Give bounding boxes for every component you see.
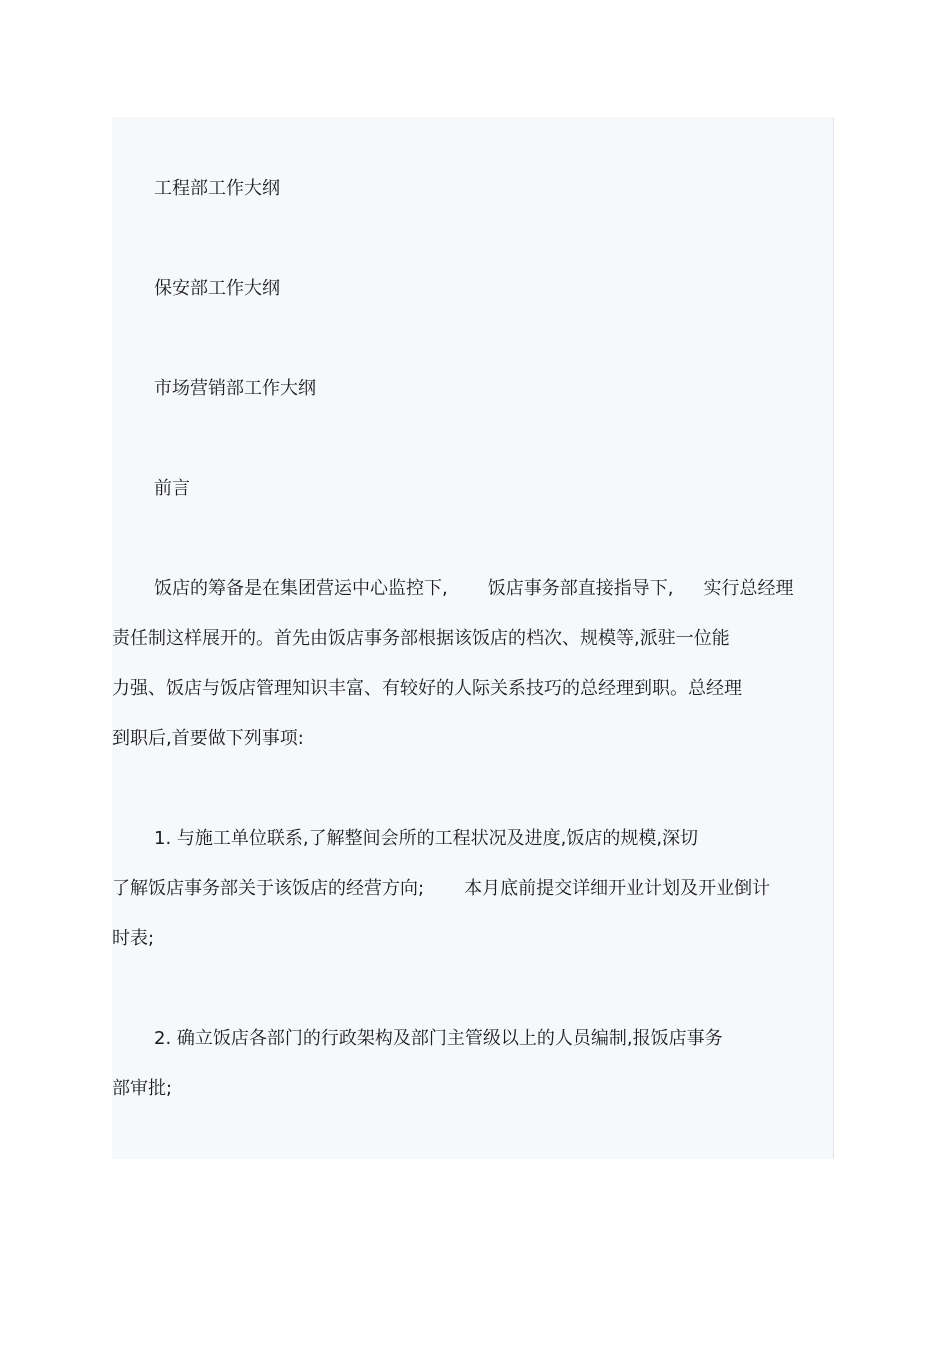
heading-security-outline: 保安部工作大纲 xyxy=(154,278,280,299)
item-2-line-1: 2. 确立饭店各部门的行政架构及部门主管级以上的人员编制,报饭店事务 xyxy=(154,1028,723,1049)
intro-line-1-part-1: 饭店的筹备是在集团营运中心监控下, xyxy=(154,578,448,599)
intro-line-1-part-3: 实行总经理 xyxy=(703,578,794,599)
intro-line-4: 到职后,首要做下列事项: xyxy=(112,728,304,749)
item-1-line-2-part-1: 了解饭店事务部关于该饭店的经营方向; xyxy=(112,878,425,899)
item-1-line-2 xyxy=(112,876,770,902)
heading-marketing-outline: 市场营销部工作大纲 xyxy=(154,378,316,399)
heading-preface: 前言 xyxy=(154,478,190,499)
intro-line-2: 责任制这样展开的。首先由饭店事务部根据该饭店的档次、规模等,派驻一位能 xyxy=(112,628,730,649)
intro-line-1-part-2: 饭店事务部直接指导下, xyxy=(487,578,674,599)
intro-line-1 xyxy=(154,576,793,602)
item-2-line-2: 部审批; xyxy=(112,1078,173,1099)
item-1-line-2-part-2: 本月底前提交详细开业计划及开业倒计 xyxy=(464,878,771,899)
heading-engineering-outline: 工程部工作大纲 xyxy=(154,178,280,199)
item-1-line-1: 1. 与施工单位联系,了解整间会所的工程状况及进度,饭店的规模,深切 xyxy=(154,828,699,849)
intro-line-3: 力强、饭店与饭店管理知识丰富、有较好的人际关系技巧的总经理到职。总经理 xyxy=(112,678,742,699)
item-1-line-3: 时表; xyxy=(112,928,155,949)
